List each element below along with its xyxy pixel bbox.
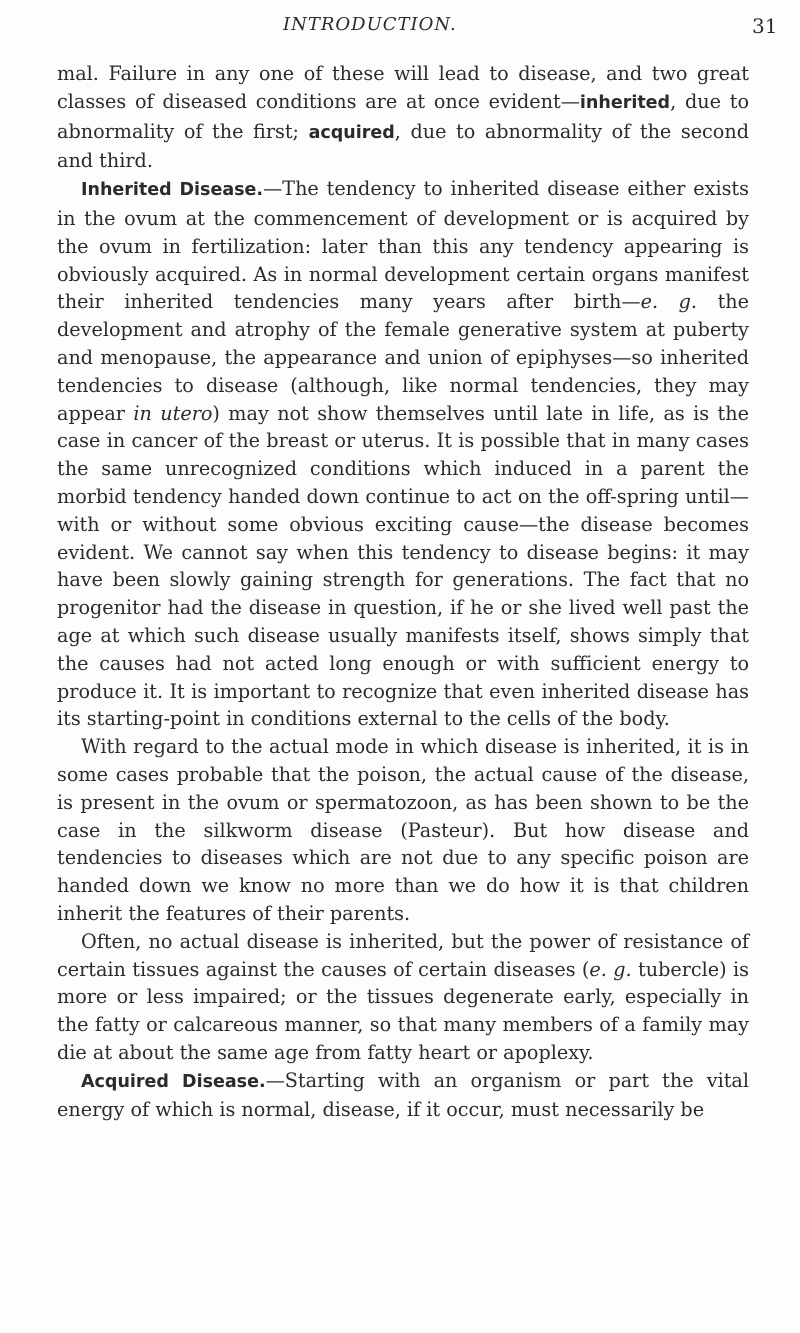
- bold-term: Inherited Disease.: [81, 180, 264, 201]
- italic-text: e. g.: [640, 290, 697, 314]
- paragraph-mode-of-inheritance: [57, 733, 749, 928]
- running-head: [0, 14, 800, 38]
- text-run: —The tendency to inherited disease either exists in the ovum at the commencement of development or is acquired by the ovum in fertilization: later than this any tendency appearing is obviously acquired. As in normal development certain organs manifest their inherited tendencies many years after birth—: [57, 177, 749, 314]
- italic-text: in utero: [133, 401, 213, 425]
- text-run: ) may not show themselves until late in life, as is the case in cancer of the breast or uterus. It is possible that in many cases the same unrecognized conditions which induced in a parent the morbid tendency handed down continue to act on the off-spring until—with or without some obvious exciting cause—the disease becomes evident. We cannot say when this tendency to disease begins: it may have been slowly gaining strength for generations. The fact that no progenitor had the disease in question, if he or she lived well past the age at which such disease usually manifests itself, shows simply that the causes had not acted long enough or with sufficient energy to produce it. It is important to recognize that even inherited disease has its starting-point in conditions external to the cells of the body.: [57, 401, 749, 731]
- bold-term: inherited: [579, 92, 671, 113]
- paragraph-1: [57, 60, 749, 175]
- text-run: Often, no actual disease is inherited, but the power of resistance of certain tissues against the causes of certain diseases (: [57, 929, 749, 981]
- bold-term: Acquired Disease.: [81, 1071, 266, 1092]
- text-run: , due to abnormality of the first;: [57, 89, 750, 143]
- text-run: the development and atrophy of the female generative system at puberty and menopause, the appearance and union of epiphyses—so inherited tendencies to disease (although, like normal tendencies, they may appear: [57, 290, 749, 425]
- italic-text: e. g.: [589, 957, 632, 981]
- paragraph-resistance: [57, 928, 749, 1067]
- paragraph-acquired-disease: [57, 1067, 749, 1125]
- text-run: mal. Failure in any one of these will lead to disease, and two great classes of diseased conditions are at once evident—: [57, 62, 749, 113]
- bold-term: acquired: [308, 122, 395, 143]
- paragraph-inherited-disease: [57, 175, 749, 733]
- text-run: tubercle) is more or less impaired; or the tissues degenerate early, especially in the fatty or calcareous manner, so that many members of a family may die at about the same age from fatty heart or apoplexy.: [57, 957, 749, 1064]
- text-run: , due to abnormality of the second and third.: [57, 119, 749, 173]
- text-run: —Starting with an organism or part the vital energy of which is normal, disease, if it occur, must necessarily be: [57, 1068, 749, 1122]
- running-title: INTRODUCTION.: [283, 14, 457, 35]
- text-run: With regard to the actual mode in which disease is inherited, it is in some cases probable that the poison, the actual cause of the disease, is present in the ovum or spermatozoon, as has been shown to be the case in the silkworm disease (Pasteur). But how disease and tendencies to diseases which are not due to any specific poison are handed down we know no more than we do how it is that children inherit the features of their parents.: [57, 735, 749, 925]
- body-text: [57, 60, 749, 1124]
- page-number: 31: [752, 14, 778, 38]
